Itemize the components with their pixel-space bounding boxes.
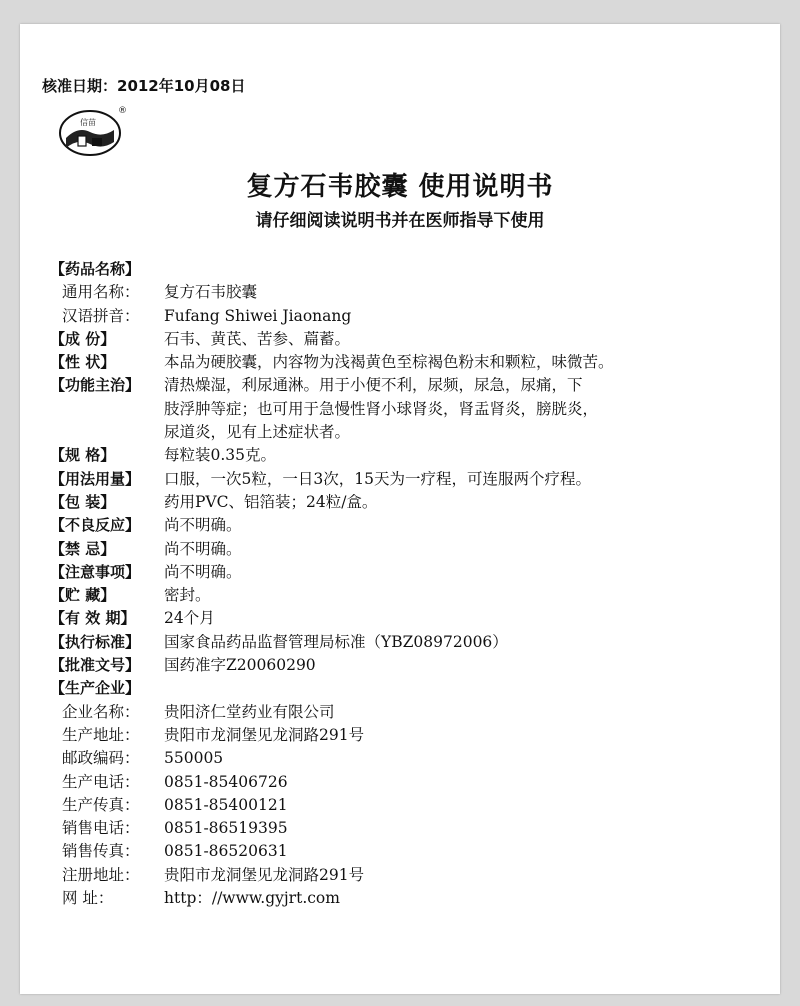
indications-line: 清热燥湿，利尿通淋。用于小便不利，尿频，尿急，尿痛，下 [164, 376, 583, 395]
manufacturer-row [50, 817, 760, 840]
section-label: 【功能主治】 [50, 376, 141, 395]
section-label: 【生产企业】 [50, 679, 141, 698]
postal-code-value: 550005 [164, 749, 224, 768]
field-label: 通用名称： [62, 283, 140, 302]
document-subtitle: 请仔细阅读说明书并在医师指导下使用 [255, 211, 545, 231]
contraindications-value: 尚不明确。 [164, 539, 242, 558]
field-label: 生产电话： [62, 772, 140, 791]
section-approval-number [50, 654, 760, 677]
storage-value: 密封。 [164, 586, 211, 605]
indications-line: 肢浮肿等症；也可用于急慢性肾小球肾炎，肾盂肾炎，膀胱炎， [164, 399, 599, 418]
section-validity [50, 607, 760, 630]
section-label: 【批准文号】 [50, 656, 141, 675]
approval-date: 核准日期：2012年10月08日 [42, 77, 246, 95]
field-label: 网 址： [62, 889, 114, 908]
sales-fax-value: 0851-86520631 [164, 842, 288, 861]
field-label: 企业名称： [62, 702, 140, 721]
website-value: http：//www.gyjrt.com [164, 889, 340, 908]
dosage-value: 口服，一次5粒，一日3次，15天为一疗程，可连服两个疗程。 [164, 469, 591, 488]
sales-phone-value: 0851-86519395 [164, 819, 288, 838]
section-contraindications [50, 538, 760, 561]
leaflet-content [50, 258, 760, 910]
adverse-value: 尚不明确。 [164, 516, 242, 535]
pinyin-row [50, 305, 760, 328]
manufacturer-row [50, 724, 760, 747]
manufacturer-row [50, 840, 760, 863]
section-manufacturer [50, 677, 760, 700]
section-label: 【包 装】 [50, 492, 116, 511]
section-composition [50, 328, 760, 351]
field-label: 注册地址： [62, 865, 140, 884]
standard-value: 国家食品药品监督管理局标准（YBZ08972006） [164, 632, 508, 651]
field-label: 销售传真： [62, 842, 140, 861]
approval-number-value: 国药准字Z20060290 [164, 656, 316, 675]
composition-value: 石韦、黄芪、苦参、萹蓄。 [164, 329, 351, 348]
manufacturer-row [50, 701, 760, 724]
manufacturer-row [50, 771, 760, 794]
indications-value [164, 374, 760, 444]
section-indications [50, 374, 760, 444]
section-label: 【有 效 期】 [50, 609, 136, 628]
field-label: 生产地址： [62, 725, 140, 744]
section-standard [50, 631, 760, 654]
precautions-value: 尚不明确。 [164, 562, 242, 581]
production-fax-value: 0851-85400121 [164, 795, 288, 814]
manufacturer-row [50, 887, 760, 910]
section-label: 【执行标准】 [50, 632, 141, 651]
document-title: 复方石韦胶囊 使用说明书 [246, 172, 554, 202]
field-label: 销售电话： [62, 819, 140, 838]
section-label: 【用法用量】 [50, 469, 141, 488]
section-storage [50, 584, 760, 607]
section-label: 【性 状】 [50, 353, 116, 372]
generic-name-row [50, 281, 760, 304]
production-address-value: 贵阳市龙洞堡见龙洞路291号 [164, 725, 365, 744]
properties-value: 本品为硬胶囊，内容物为浅褐黄色至棕褐色粉末和颗粒，味微苦。 [164, 353, 614, 372]
section-label: 【禁 忌】 [50, 539, 116, 558]
section-label: 【不良反应】 [50, 516, 141, 535]
registered-address-value: 贵阳市龙洞堡见龙洞路291号 [164, 865, 365, 884]
validity-value: 24个月 [164, 609, 215, 628]
company-name-value: 贵阳济仁堂药业有限公司 [164, 702, 335, 721]
registered-mark: ® [118, 106, 127, 116]
brand-logo-icon [58, 108, 122, 158]
field-label: 汉语拼音： [62, 306, 140, 325]
logo-text: 信苗 [80, 118, 96, 127]
field-label: 生产传真： [62, 795, 140, 814]
package-value: 药用PVC、铝箔装；24粒/盒。 [164, 492, 378, 511]
manufacturer-row [50, 864, 760, 887]
section-label: 【药品名称】 [50, 260, 141, 278]
section-drug-name [50, 258, 760, 281]
section-dosage [50, 468, 760, 491]
section-precautions [50, 561, 760, 584]
section-label: 【注意事项】 [50, 562, 141, 581]
field-label: 邮政编码： [62, 749, 140, 768]
section-label: 【贮 藏】 [50, 586, 116, 605]
section-specification [50, 444, 760, 467]
section-label: 【规 格】 [50, 446, 116, 465]
manufacturer-row [50, 747, 760, 770]
specification-value: 每粒装0.35克。 [164, 446, 277, 465]
indications-line: 尿道炎，见有上述症状者。 [164, 423, 351, 442]
production-phone-value: 0851-85406726 [164, 772, 288, 791]
pinyin-value: Fufang Shiwei Jiaonang [164, 306, 352, 325]
section-label: 【成 份】 [50, 329, 116, 348]
section-package [50, 491, 760, 514]
generic-name-value: 复方石韦胶囊 [164, 283, 258, 302]
section-properties [50, 351, 760, 374]
section-adverse-reactions [50, 514, 760, 537]
manufacturer-row [50, 794, 760, 817]
